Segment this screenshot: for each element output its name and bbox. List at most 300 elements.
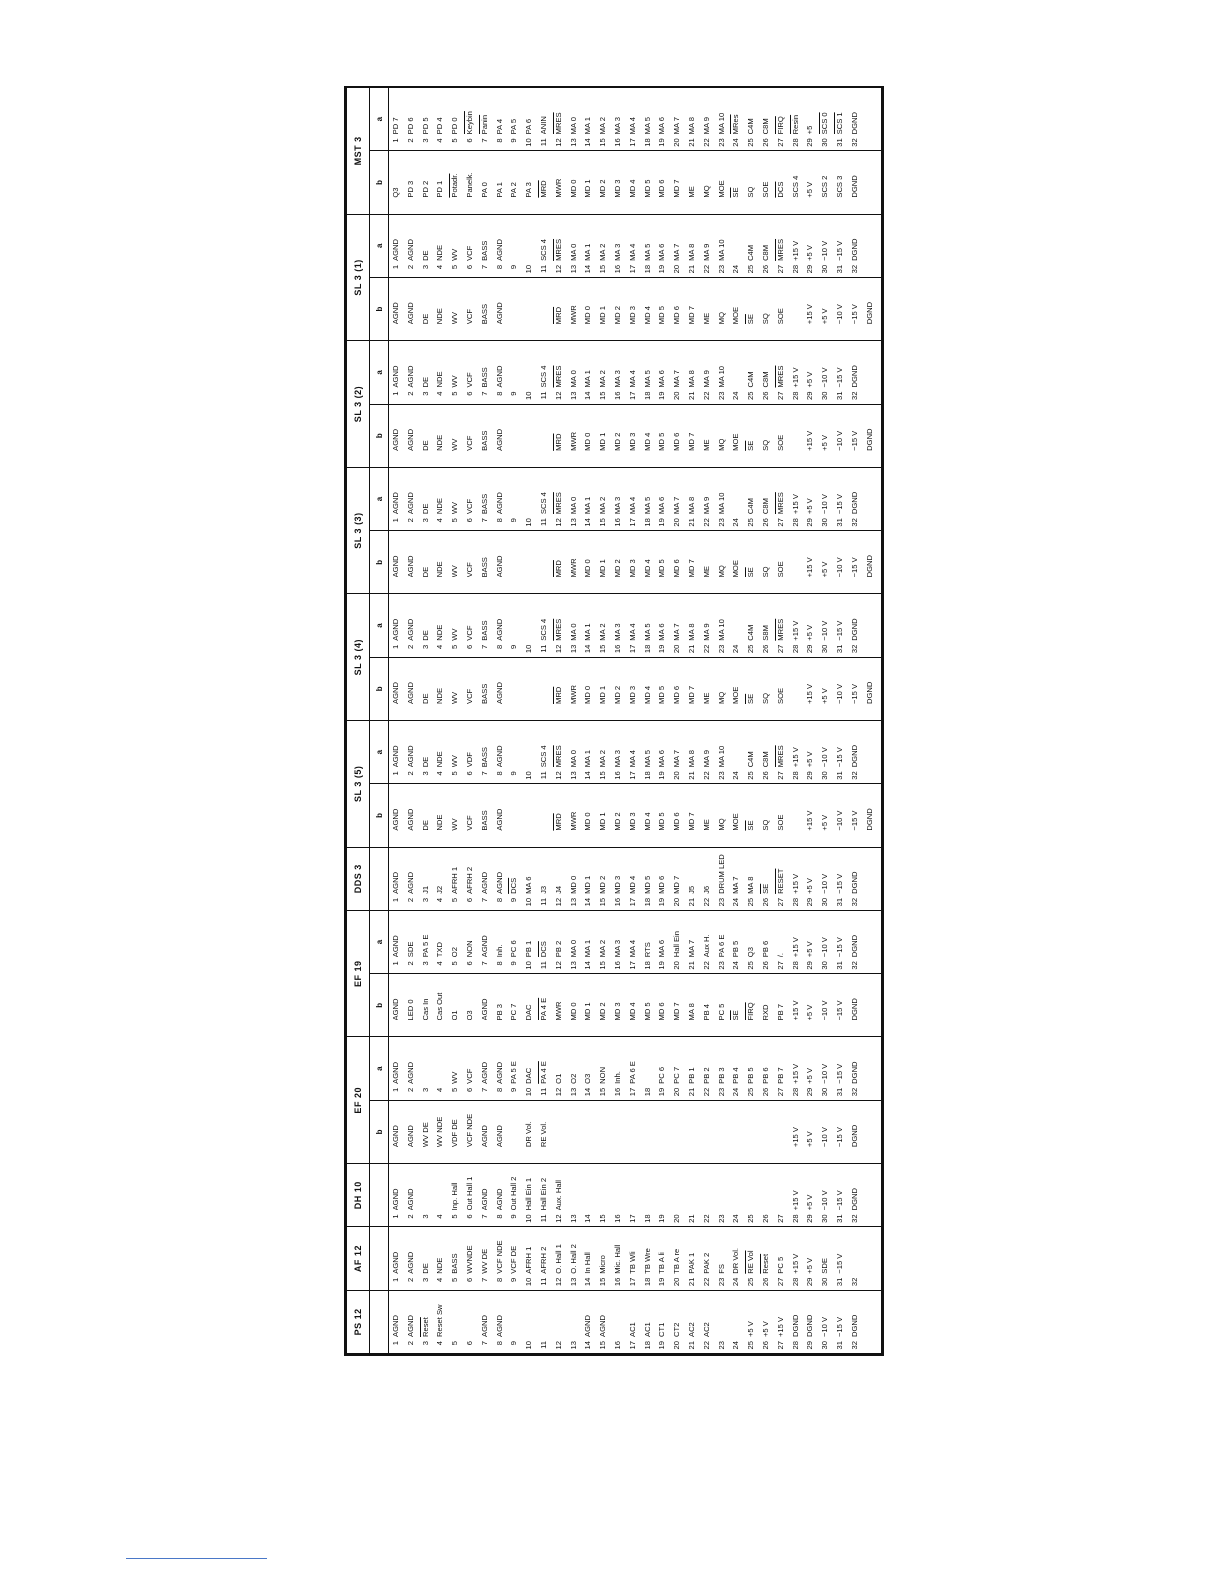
pin-row [670,1227,685,1289]
signal-name: RE Vol. [538,1121,548,1148]
pin-row [537,1291,552,1353]
signal-name: MWR [568,811,578,831]
signal-name: AFRH 1 [524,1246,534,1274]
pin-number: 8 [494,1277,504,1282]
signal-name: AGND [391,935,400,958]
signal-name: −15 V [834,494,844,515]
pin-row [537,974,552,1036]
pin-number: 19 [657,264,667,274]
pin-row [818,531,833,593]
pin-number: 10 [524,771,534,780]
signal-name: AGND [391,555,400,578]
signal-name: AGND [405,618,415,641]
pin-row [803,594,818,656]
pin-row [596,1164,611,1226]
pin-number [803,451,818,467]
signal-name: MA 6 [657,370,667,388]
pin-number [404,831,419,847]
pin-number [493,831,508,847]
pin-row [463,278,478,340]
signal-name: NDE [435,687,445,704]
pin-row [537,594,552,656]
pin-number: 7 [479,1277,489,1282]
pin-row [448,911,463,973]
signal-name: PA 5 E [509,1061,519,1084]
signal-name: −15 V [849,683,859,704]
signal-name: MA 2 [598,370,608,388]
pin-row [493,468,508,530]
pin-row [567,1164,582,1226]
pin-row [670,594,685,656]
connector-header: SL 3 (4) [347,594,370,721]
pin-number: 15 [598,644,608,654]
pin-row [833,468,848,530]
signal-name: PB 5 [746,1067,756,1084]
pin-number: 27 [775,518,785,527]
pin-number [581,451,596,467]
pin-row [641,1227,656,1289]
pin-row [493,151,508,213]
pin-row [744,1291,759,1353]
signal-name: MD 7 [686,812,696,831]
pin-number [670,1147,685,1163]
signal-name: PB 5 [731,940,741,958]
signal-name: +5 V [820,308,830,325]
pin-number [685,451,700,467]
pin-number: 3 [420,771,430,776]
signal-name: +5 V [746,1321,756,1337]
pin-number [641,577,656,593]
pin-number [774,1147,789,1163]
pin-number [552,831,567,847]
signal-name: J3 [538,885,548,894]
pin-number: 25 [746,1087,756,1097]
pin-number: 1 [391,1341,400,1346]
pin-row [507,911,522,973]
pin-number: 11 [538,264,548,273]
signal-name: PA 6 [524,118,534,135]
signal-name: Keybin [464,111,474,135]
pin-row [641,594,656,656]
pin-number [404,324,419,340]
pin-row [700,1227,715,1289]
pin-row [641,974,656,1036]
pin-number [507,831,522,847]
pin-number [581,1147,596,1163]
pin-number: 27 [775,391,785,400]
signal-name [448,1291,463,1337]
signal-name: MA 4 [627,496,637,515]
signal-name: MD 7 [672,1002,682,1021]
pin-row [700,594,715,656]
pin-number [596,451,611,467]
pin-row [419,848,434,910]
pin-row [759,278,774,340]
pin-row [789,405,804,467]
pin-row [759,658,774,720]
signal-name [670,1164,685,1210]
pin-row [759,1038,774,1100]
pin-row [626,215,641,277]
pin-row [419,1101,434,1163]
pin-row [537,88,552,150]
signal-name: NDE [435,1257,445,1274]
pin-row [419,784,434,846]
pin-row [522,405,537,467]
signal-name: SCS 4 [538,618,548,641]
signal-name: MWR [568,431,578,451]
pin-number: 21 [686,771,696,780]
signal-name: MD 0 [568,1002,578,1021]
pin-number [715,704,730,720]
pin-row [552,1291,567,1353]
signal-name: SCS 4 [538,745,548,768]
signal-name: Inh. [612,1071,622,1084]
pin-row [433,341,448,403]
pin-number: 11 [538,518,548,526]
signal-name: AGND [494,1061,504,1084]
signal-name: ME [686,186,696,198]
pin-row [404,1164,419,1226]
pin-number [626,1021,641,1037]
pin-number: 28 [790,391,800,400]
pin-number: 17 [627,961,637,970]
pin-number [774,451,789,467]
pin-number: 9 [509,644,519,649]
pin-row [774,1227,789,1289]
signal-name: WV [450,691,460,704]
pin-number: 1 [391,771,400,776]
pin-row [389,1038,404,1100]
signal-name: AGND [494,492,504,515]
pin-row [670,1038,685,1100]
pin-number: 1 [391,264,400,270]
signal-name: RTS [642,942,652,958]
pin-row [611,151,626,213]
pin-row [789,848,804,910]
pin-number: 24 [731,771,741,780]
signal-name: MA 7 [672,243,682,261]
pin-number: 10 [524,1087,534,1097]
pin-number: 25 [746,771,756,780]
signal-name: Q3 [746,947,756,958]
pin-number: 6 [464,961,474,966]
pin-number: 21 [686,138,696,147]
pin-number: 5 [450,1341,460,1346]
pin-number: 23 [716,897,726,907]
signal-name: ME [701,819,711,831]
pin-number: 7 [479,1214,489,1219]
pin-row [655,151,670,213]
pin-number: 23 [716,518,726,527]
signal-name: +15 V [805,557,815,578]
pin-number: 7 [479,897,489,903]
signal-name: BASS [479,430,489,451]
signal-name: C8M [760,371,770,388]
signal-name: BASS [479,240,489,261]
pin-row [641,721,656,783]
pin-row [611,911,626,973]
signal-name: DGND [805,1314,815,1337]
signal-name: MD 5 [642,1002,652,1021]
pin-number [729,831,744,847]
signal-name: SCS 4 [538,492,548,515]
pin-number [596,704,611,720]
pin-number: 7 [479,771,489,776]
pin-number [463,1147,478,1163]
pin-number [404,1021,419,1037]
pin-number: 11 [538,138,548,147]
signal-name: C4M [746,118,756,135]
pin-number [655,198,670,214]
pin-number: 4 [435,1087,445,1093]
pin-number: 31 [834,644,844,654]
pin-number: 8 [494,771,504,776]
pin-row [389,594,404,656]
pin-row [670,468,685,530]
pin-row [759,215,774,277]
pin-row [848,278,863,340]
pin-number [596,1147,611,1163]
pin-number: 14 [583,1214,593,1223]
pin-row [744,784,759,846]
signal-name: MA 5 [642,496,652,515]
pin-row [700,848,715,910]
pin-row [670,215,685,277]
pin-row [522,658,537,720]
signal-name: DGND [864,301,874,325]
signal-name: PB 6 [760,1067,770,1084]
pin-number: 8 [494,138,504,143]
pin-row [685,278,700,340]
pin-column [389,1164,882,1227]
pin-row [670,658,685,720]
pin-number: 1 [391,961,400,966]
pin-row [833,151,848,213]
pin-row [818,1227,833,1289]
signal-name: DGND [849,1124,859,1148]
pin-row [700,341,715,403]
pin-row [789,88,804,150]
signal-name: SOE [775,814,785,831]
pin-number: 12 [553,391,563,400]
signal-name: MA 3 [612,243,622,261]
pin-row [567,594,582,656]
signal-name: VCF [464,688,474,704]
pin-row [759,1101,774,1163]
pin-row [581,88,596,150]
row-label: a [370,467,389,530]
signal-name: MD 7 [686,306,696,325]
signal-name: MD 6 [672,812,682,831]
signal-name: AGND [405,428,415,451]
signal-name: −10 V [834,304,844,325]
pin-row [552,594,567,656]
pin-row [848,911,863,973]
pin-row [848,531,863,593]
signal-name: MA 6 [657,623,667,641]
connector-header: PS 12 [347,1290,370,1353]
pin-row [863,405,878,467]
pin-number: 8 [494,1087,504,1093]
signal-name: $\overline{MRD}$ [553,306,563,325]
pin-number [729,1021,744,1037]
pin-row [419,531,434,593]
pin-number: 27 [775,644,785,654]
signal-name: AGND [405,1061,415,1084]
pin-row [759,341,774,403]
pin-number: 29 [805,264,815,274]
pin-number: 2 [405,771,415,776]
pin-row [389,151,404,213]
signal-name [537,531,552,577]
signal-name: $\overline{SE}$ [746,820,756,831]
pin-row [641,1164,656,1226]
pin-column [389,657,882,720]
signal-name: MA 2 [598,117,608,135]
pin-number: 10 [524,644,534,654]
pin-row [670,88,685,150]
pin-column [389,1100,882,1163]
signal-name: MD 1 [583,875,593,894]
pin-number [626,324,641,340]
pin-row [552,468,567,530]
pin-row [789,658,804,720]
pin-row [596,658,611,720]
pin-row [493,974,508,1036]
pin-number [419,1021,434,1037]
signal-name: MD 5 [642,875,652,894]
pin-number: 7 [479,1341,489,1346]
signal-name: +5 V [805,1257,815,1274]
pin-row [404,848,419,910]
pin-number: 6 [464,264,474,270]
signal-name [463,1291,478,1337]
pin-number [655,704,670,720]
pin-number: 4 [435,897,445,903]
pin-row [463,594,478,656]
pin-row [419,974,434,1036]
pin-row [419,721,434,783]
pin-number: 6 [464,644,474,649]
signal-name: BASS [479,620,489,641]
pin-row [567,1038,582,1100]
signal-name: MD 3 [627,812,637,831]
signal-name: VCF [464,372,474,388]
pin-number: 19 [657,1087,667,1097]
pin-row [493,848,508,910]
pin-number: 20 [672,771,682,780]
signal-name: +5 V [805,624,815,641]
pin-row [463,848,478,910]
pin-row [803,721,818,783]
pin-number: 12 [553,138,563,147]
signal-name: C8M [760,244,770,261]
pin-row [493,911,508,973]
pin-row [463,151,478,213]
signal-name: MQ [716,565,726,578]
pin-number: 28 [790,771,800,780]
pin-row [581,1101,596,1163]
signal-name: MD 4 [627,1002,637,1021]
signal-name: PB 2 [553,940,563,958]
signal-name: MA 9 [701,370,711,388]
pin-number: 16 [612,1277,622,1287]
pin-row [729,278,744,340]
pin-row [522,278,537,340]
connector-header: MST 3 [347,88,370,215]
pin-row [729,721,744,783]
signal-name: TB A re [672,1248,682,1274]
signal-name: MOE [731,813,741,831]
pin-number [448,451,463,467]
pin-row [404,594,419,656]
connector-header: EF 19 [347,910,370,1037]
signal-name: AGND [494,365,504,388]
pin-number [404,577,419,593]
pin-row [537,721,552,783]
pin-number: 3 [420,1341,430,1346]
signal-name: +5 V [760,1321,770,1337]
pin-row [818,974,833,1036]
pin-number: 29 [805,644,815,654]
pin-number [522,198,537,214]
pin-row [803,468,818,530]
pin-row [507,278,522,340]
pin-number: 13 [568,1277,578,1287]
pin-row [744,151,759,213]
pin-row [611,531,626,593]
pin-row [419,88,434,150]
pin-number: 22 [701,1341,711,1350]
signal-name: +5 V [805,1131,815,1148]
pin-number [419,704,434,720]
pin-number: 23 [716,1087,726,1097]
pin-row [833,405,848,467]
pin-number: 26 [760,644,770,654]
signal-name: AGND [405,492,415,515]
pin-row [507,594,522,656]
signal-name: Micro [598,1255,608,1274]
signal-name: VCF NDE [464,1113,474,1148]
pin-number: 25 [746,391,756,400]
row-label: a [370,341,389,404]
signal-name: +15 V [790,1253,800,1274]
pin-row [818,341,833,403]
signal-name: In Hall [583,1252,593,1274]
pin-row [419,911,434,973]
pin-number: 24 [731,518,741,527]
pin-row [552,721,567,783]
pin-number: 1 [391,391,400,396]
pin-number [863,577,878,593]
pin-row [833,341,848,403]
signal-name: C8M [760,751,770,768]
pin-row [803,1164,818,1226]
pin-row [478,911,493,973]
signal-name: MA 10 [716,239,726,261]
pin-row [818,658,833,720]
pin-number [789,831,804,847]
pin-row [567,88,582,150]
pin-number: 10 [524,1341,534,1350]
pin-row [419,215,434,277]
pin-number [611,324,626,340]
pin-number: 24 [731,1087,741,1097]
signal-name: AGND [494,302,504,325]
pin-row [759,1291,774,1353]
pin-row [715,531,730,593]
